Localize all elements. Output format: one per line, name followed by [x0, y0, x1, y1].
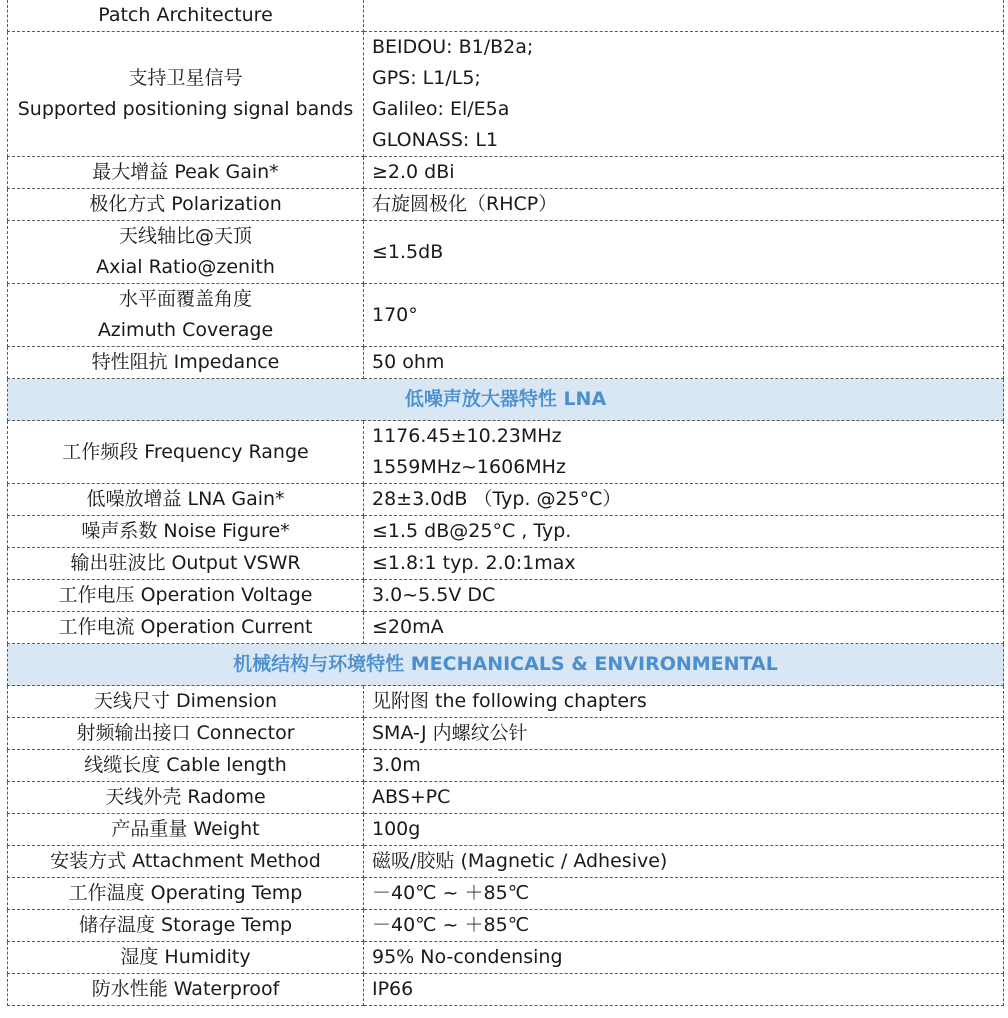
spec-row: [8, 750, 1004, 782]
spec-label-cell: [8, 0, 364, 32]
spec-row: [8, 878, 1004, 910]
spec-label: 噪声系数 Noise Figure*: [81, 520, 290, 542]
spec-value-cell: [364, 612, 1004, 644]
spec-value: ≥2.0 dBi: [372, 161, 455, 183]
spec-label: 输出驻波比 Output VSWR: [70, 552, 301, 574]
spec-value: BEIDOU: B1/B2a;: [372, 36, 534, 58]
spec-value: －40℃ ~ ＋85℃: [372, 882, 530, 904]
spec-table-body: [8, 0, 1004, 1006]
spec-label: 湿度 Humidity: [120, 946, 251, 968]
spec-label: 水平面覆盖角度: [118, 288, 252, 310]
spec-row: [8, 814, 1004, 846]
spec-label-cell: [8, 750, 364, 782]
spec-label-cell: [8, 32, 364, 157]
spec-value-cell: [364, 157, 1004, 189]
spec-label-cell: [8, 814, 364, 846]
spec-row: [8, 516, 1004, 548]
spec-value: 1176.45±10.23MHz: [372, 425, 562, 447]
spec-row: [8, 782, 1004, 814]
spec-value-cell: [364, 221, 1004, 284]
spec-value-cell: [364, 516, 1004, 548]
spec-label-cell: [8, 718, 364, 750]
spec-value-cell: [364, 189, 1004, 221]
spec-value: [372, 0, 1003, 31]
section-title: 低噪声放大器特性 LNA: [8, 379, 1004, 421]
spec-label: 防水性能 Waterproof: [91, 978, 280, 1000]
spec-value: ≤20mA: [372, 616, 444, 638]
spec-value: ≤1.8:1 typ. 2.0:1max: [372, 552, 576, 574]
spec-row: [8, 718, 1004, 750]
spec-label: 最大增益 Peak Gain*: [92, 161, 279, 183]
spec-label-cell: [8, 516, 364, 548]
spec-label: 低噪放增益 LNA Gain*: [86, 488, 285, 510]
spec-value: GLONASS: L1: [372, 129, 499, 151]
spec-value: －40℃ ~ ＋85℃: [372, 914, 530, 936]
spec-value: 右旋圆极化（RHCP）: [372, 193, 558, 215]
spec-label: 支持卫星信号: [128, 67, 243, 89]
spec-row: [8, 686, 1004, 718]
spec-value-cell: [364, 942, 1004, 974]
section-title: 机械结构与环境特性 MECHANICALS & ENVIRONMENTAL: [8, 644, 1004, 686]
spec-value-cell: [364, 580, 1004, 612]
spec-value: 50 ohm: [372, 351, 445, 373]
spec-value-cell: [364, 910, 1004, 942]
spec-value-cell: [364, 750, 1004, 782]
spec-value-cell: [364, 347, 1004, 379]
spec-value: 100g: [372, 818, 421, 840]
spec-label: 工作频段 Frequency Range: [62, 440, 309, 463]
spec-label: 产品重量 Weight: [111, 818, 260, 840]
spec-value-cell: [364, 782, 1004, 814]
spec-label-cell: [8, 484, 364, 516]
spec-label: 工作温度 Operating Temp: [68, 882, 303, 904]
spec-label-cell: [8, 221, 364, 284]
spec-label: 天线轴比@天顶: [118, 225, 252, 247]
spec-label: 天线外壳 Radome: [105, 786, 266, 808]
spec-row: [8, 548, 1004, 580]
spec-value-cell: [364, 421, 1004, 484]
spec-value: IP66: [372, 978, 414, 1000]
spec-label: 天线尺寸 Dimension: [93, 690, 278, 712]
spec-value-cell: [364, 32, 1004, 157]
spec-value: 1559MHz~1606MHz: [372, 456, 566, 478]
spec-value-cell: [364, 284, 1004, 347]
spec-value-cell: [364, 846, 1004, 878]
spec-value-cell: [364, 484, 1004, 516]
spec-value: Galileo: El/E5a: [372, 98, 510, 120]
spec-label-cell: [8, 910, 364, 942]
spec-value: 170°: [372, 303, 418, 326]
spec-value: SMA-J 内螺纹公针: [372, 722, 528, 744]
spec-value: 28±3.0dB （Typ. @25°C）: [372, 488, 622, 510]
spec-value: 见附图 the following chapters: [372, 690, 647, 712]
spec-label: 射频输出接口 Connector: [76, 722, 295, 744]
spec-row: [8, 846, 1004, 878]
spec-value: 95% No-condensing: [372, 946, 563, 968]
spec-label-cell: [8, 580, 364, 612]
spec-label: 工作电流 Operation Current: [58, 616, 313, 638]
spec-value: ABS+PC: [372, 786, 451, 808]
spec-label: 线缆长度 Cable length: [84, 754, 287, 776]
spec-row: [8, 0, 1004, 32]
spec-row: [8, 347, 1004, 379]
spec-value-cell: [364, 718, 1004, 750]
spec-label-cell: [8, 878, 364, 910]
spec-row: [8, 189, 1004, 221]
spec-row: [8, 910, 1004, 942]
spec-label: 特性阻抗 Impedance: [91, 351, 280, 373]
spec-label: 极化方式 Polarization: [89, 193, 282, 215]
spec-label-cell: [8, 782, 364, 814]
spec-row: [8, 32, 1004, 157]
spec-label: Azimuth Coverage: [97, 319, 274, 341]
spec-row: [8, 942, 1004, 974]
spec-value: ≤1.5 dB@25°C , Typ.: [372, 520, 572, 542]
spec-label-cell: [8, 942, 364, 974]
spec-value: 3.0~5.5V DC: [372, 584, 496, 606]
spec-label: 安装方式 Attachment Method: [50, 850, 321, 872]
spec-value-cell: [364, 548, 1004, 580]
spec-value-cell: [364, 686, 1004, 718]
spec-label-cell: [8, 974, 364, 1006]
spec-row: [8, 580, 1004, 612]
spec-row: [8, 974, 1004, 1006]
spec-value: 3.0m: [372, 754, 421, 776]
spec-label: 储存温度 Storage Temp: [78, 914, 293, 936]
spec-label-cell: [8, 548, 364, 580]
spec-label: Axial Ratio@zenith: [96, 256, 275, 278]
section-header-row: [8, 644, 1004, 686]
section-header-row: [8, 379, 1004, 421]
spec-row: [8, 484, 1004, 516]
spec-value-cell: [364, 814, 1004, 846]
spec-value: GPS: L1/L5;: [372, 67, 481, 89]
spec-row: [8, 612, 1004, 644]
spec-label-cell: [8, 846, 364, 878]
spec-label-cell: [8, 157, 364, 189]
spec-label-cell: [8, 686, 364, 718]
spec-row: [8, 421, 1004, 484]
spec-label-cell: [8, 189, 364, 221]
spec-value-cell: [364, 974, 1004, 1006]
spec-label-cell: [8, 421, 364, 484]
spec-label-cell: [8, 347, 364, 379]
spec-table: [7, 0, 1004, 1006]
spec-label: Patch Architecture: [98, 4, 273, 26]
spec-label-cell: [8, 612, 364, 644]
spec-value-cell: [364, 0, 1004, 32]
spec-value: 磁吸/胶贴 (Magnetic / Adhesive): [372, 850, 668, 872]
spec-row: [8, 221, 1004, 284]
spec-row: [8, 284, 1004, 347]
spec-label: Supported positioning signal bands: [17, 98, 354, 120]
spec-value: ≤1.5dB: [372, 240, 444, 263]
spec-label-cell: [8, 284, 364, 347]
spec-value-cell: [364, 878, 1004, 910]
spec-row: [8, 157, 1004, 189]
spec-label: 工作电压 Operation Voltage: [58, 584, 313, 606]
